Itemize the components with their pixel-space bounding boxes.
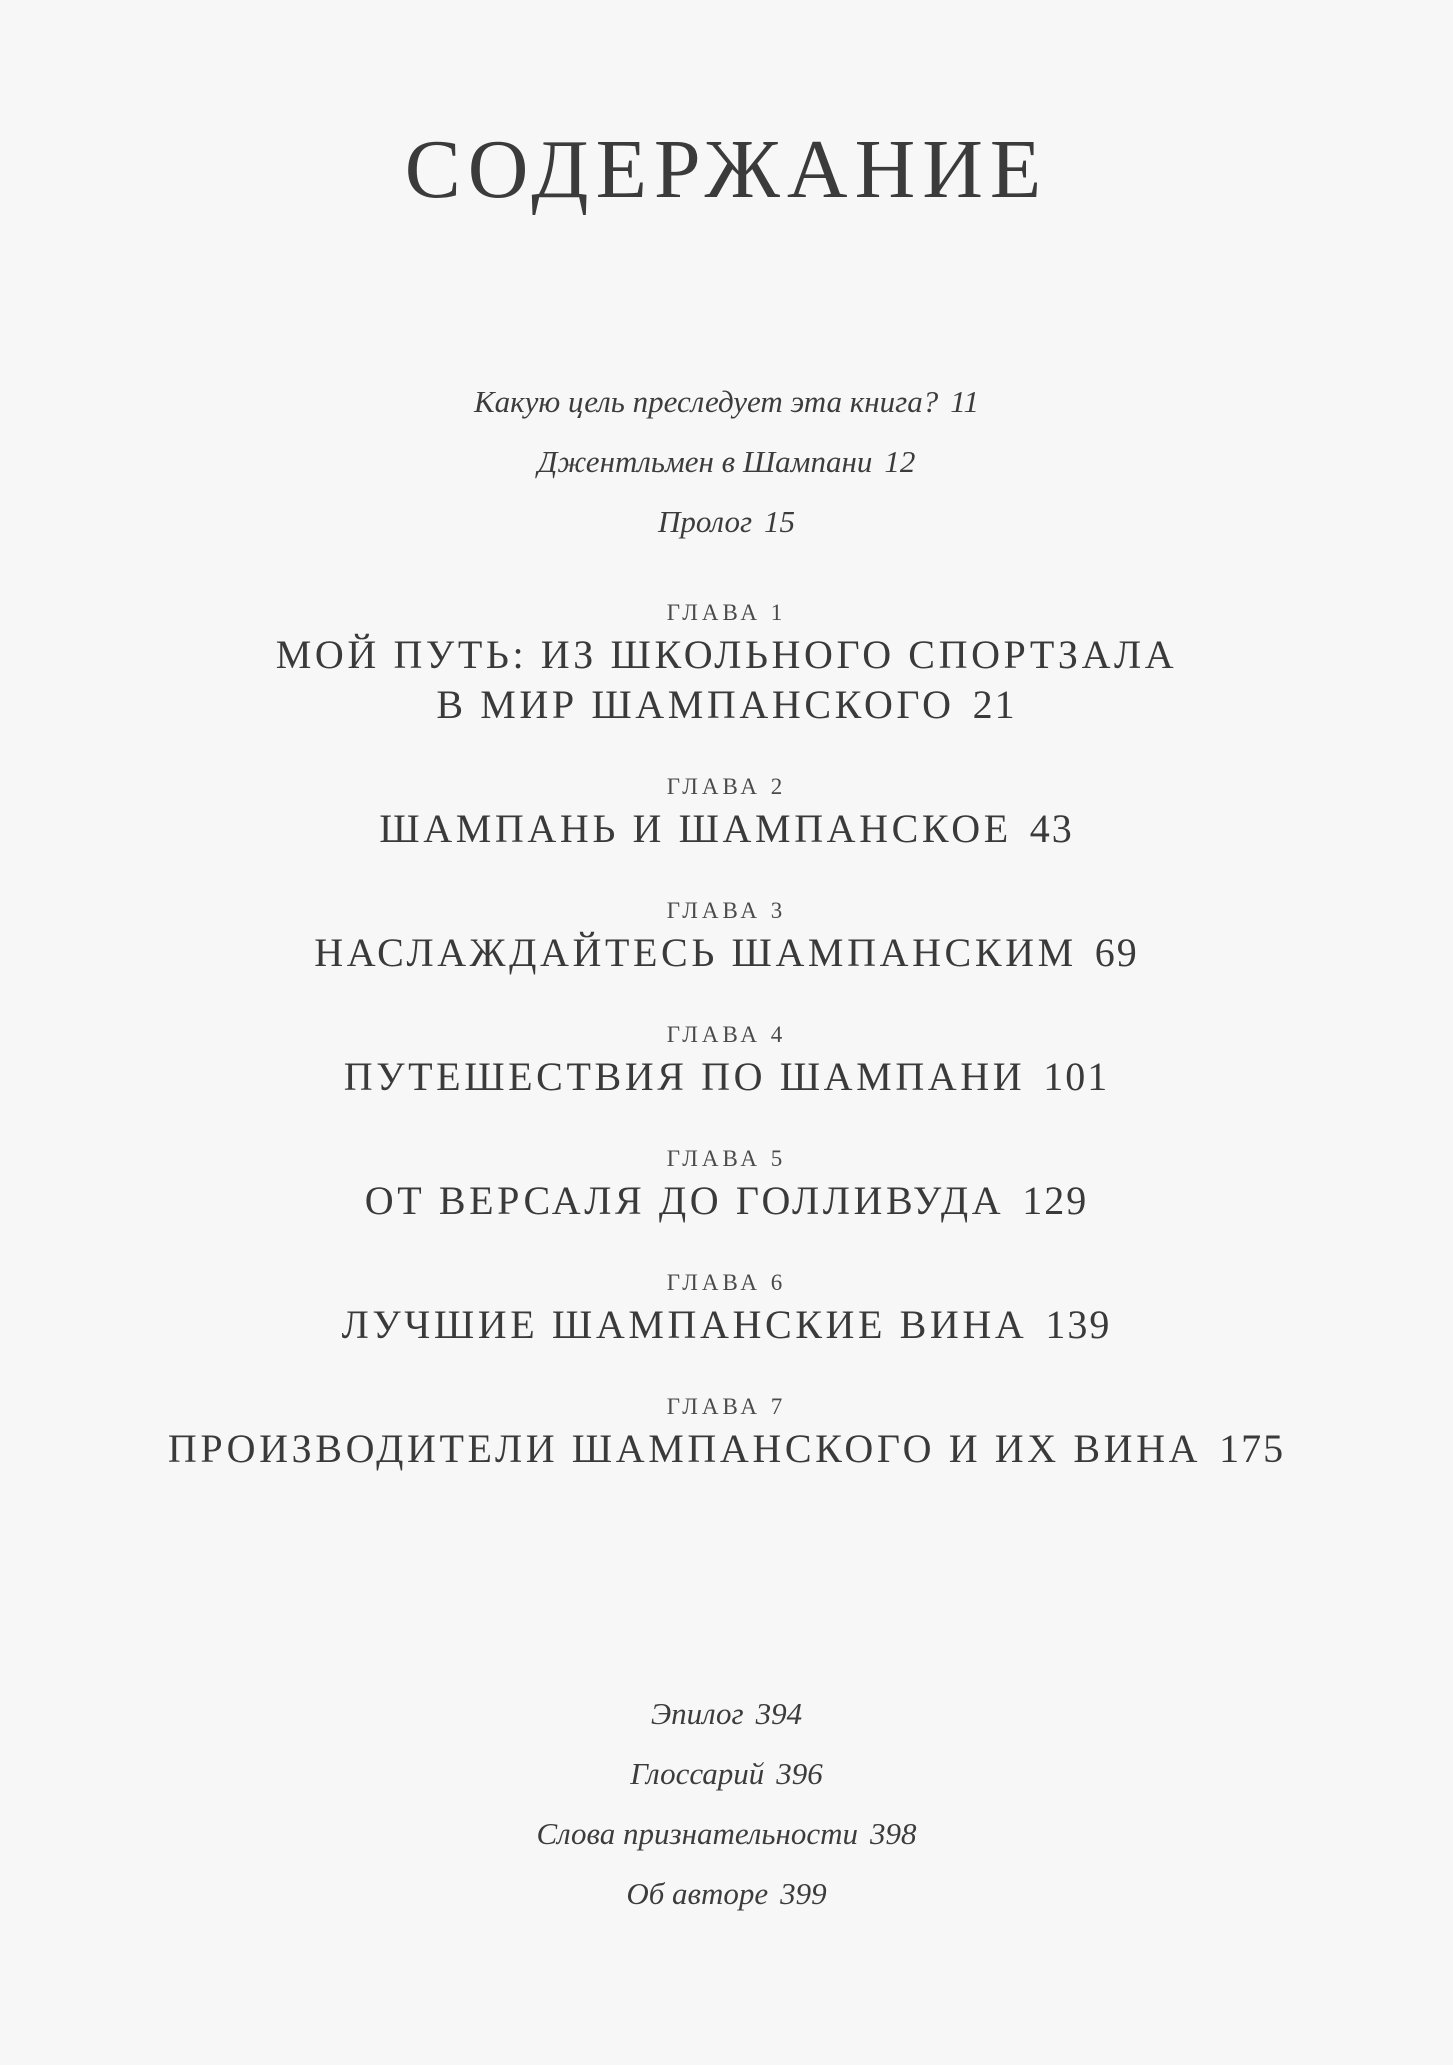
entry-page: 394 — [755, 1696, 803, 1731]
chapter-label: ГЛАВА 3 — [666, 898, 787, 923]
chapter-label: ГЛАВА 6 — [666, 1270, 787, 1295]
chapter-7 — [0, 1390, 1453, 1474]
chapter-label: ГЛАВА 2 — [666, 774, 787, 799]
entry-page: 11 — [950, 384, 979, 419]
chapter-1 — [0, 596, 1453, 730]
chapter-title-text: НАСЛАЖДАЙТЕСЬ ШАМПАНСКИМ — [314, 930, 1077, 975]
entry-page: 12 — [884, 444, 916, 479]
toc-entry-purpose — [0, 372, 1453, 432]
entry-title: Какую цель преследует эта книга? — [474, 384, 939, 419]
toc-entry-about-author — [0, 1864, 1453, 1924]
entry-title: Джентльмен в Шампани — [537, 444, 873, 479]
chapter-title — [0, 1052, 1453, 1102]
chapter-list — [0, 596, 1453, 1514]
chapter-title — [0, 804, 1453, 854]
chapter-3 — [0, 894, 1453, 978]
chapter-title-text: ШАМПАНЬ И ШАМПАНСКОЕ — [379, 806, 1012, 851]
chapter-page: 43 — [1029, 806, 1074, 851]
chapter-label: ГЛАВА 1 — [666, 600, 787, 625]
chapter-title — [0, 1424, 1453, 1474]
toc-entry-prologue — [0, 492, 1453, 552]
entry-page: 398 — [870, 1816, 917, 1851]
toc-entry-epilogue — [0, 1684, 1453, 1744]
chapter-2 — [0, 770, 1453, 854]
chapter-label: ГЛАВА 7 — [666, 1394, 787, 1419]
chapter-title-line1: МОЙ ПУТЬ: ИЗ ШКОЛЬНОГО СПОРТЗАЛА — [275, 632, 1178, 677]
chapter-page: 101 — [1043, 1054, 1110, 1099]
chapter-title-text: ПУТЕШЕСТВИЯ ПО ШАМПАНИ — [343, 1054, 1026, 1099]
entry-title: Пролог — [657, 504, 753, 539]
toc-entry-gentleman — [0, 432, 1453, 492]
chapter-page: 69 — [1094, 930, 1139, 975]
chapter-title-line2-row — [0, 680, 1453, 730]
chapter-title — [0, 928, 1453, 978]
chapter-page: 139 — [1045, 1302, 1112, 1347]
entry-page: 399 — [780, 1876, 827, 1911]
back-matter-list — [0, 1684, 1453, 1924]
front-matter-list — [0, 372, 1453, 552]
chapter-label: ГЛАВА 4 — [666, 1022, 787, 1047]
chapter-title-text: ЛУЧШИЕ ШАМПАНСКИЕ ВИНА — [341, 1302, 1028, 1347]
entry-title: Слова признательности — [536, 1816, 859, 1851]
page-title: СОДЕРЖАНИЕ — [404, 123, 1049, 216]
chapter-title-text: ПРОИЗВОДИТЕЛИ ШАМПАНСКОГО И ИХ ВИНА — [167, 1426, 1202, 1471]
chapter-title — [0, 1176, 1453, 1226]
entry-title: Об авторе — [626, 1876, 769, 1911]
entry-title: Глоссарий — [630, 1756, 765, 1791]
entry-title: Эпилог — [650, 1696, 744, 1731]
toc-entry-acknowledgements — [0, 1804, 1453, 1864]
chapter-6 — [0, 1266, 1453, 1350]
chapter-title-line2: В МИР ШАМПАНСКОГО — [436, 682, 955, 727]
chapter-5 — [0, 1142, 1453, 1226]
chapter-title — [0, 630, 1453, 680]
chapter-page: 21 — [972, 682, 1017, 727]
chapter-label: ГЛАВА 5 — [666, 1146, 787, 1171]
chapter-4 — [0, 1018, 1453, 1102]
chapter-title — [0, 1300, 1453, 1350]
chapter-page: 175 — [1219, 1426, 1286, 1471]
toc-entry-glossary — [0, 1744, 1453, 1804]
chapter-page: 129 — [1022, 1178, 1089, 1223]
entry-page: 396 — [776, 1756, 823, 1791]
chapter-title-text: ОТ ВЕРСАЛЯ ДО ГОЛЛИВУДА — [364, 1178, 1005, 1223]
entry-page: 15 — [764, 504, 796, 539]
